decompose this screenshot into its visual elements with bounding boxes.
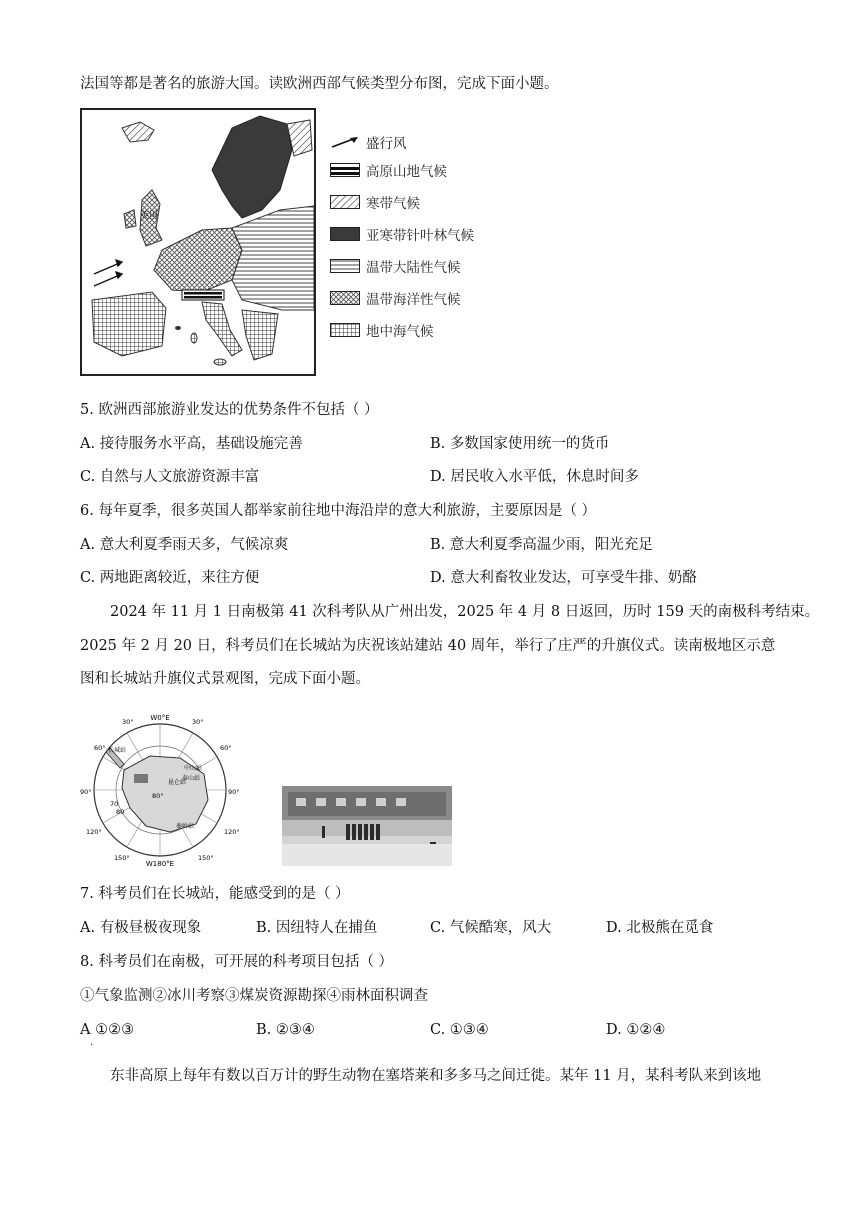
legend-label: 亚寒带针叶林气候 bbox=[366, 228, 474, 244]
station-label: 长城站 bbox=[108, 747, 127, 754]
legend-item-subarctic bbox=[330, 222, 474, 246]
passage3-text: 东非高原上每年有数以百万计的野生动物在塞塔莱和多多马之间迁徙。某年 11 月，某科考队来到该地 bbox=[110, 1068, 762, 1084]
legend-label: 温带海洋性气候 bbox=[366, 292, 461, 308]
legend-label: 寒带气候 bbox=[366, 196, 420, 212]
lon-label: 60° bbox=[94, 744, 106, 752]
station-label: 秦岭站 bbox=[176, 823, 195, 830]
arrow-icon bbox=[330, 135, 360, 149]
q7-option-d[interactable]: D. 北极熊在觅食 bbox=[606, 920, 714, 936]
station-label: 中山站 bbox=[184, 765, 203, 772]
lon-label: 30° bbox=[122, 718, 134, 726]
lat-label: 70 bbox=[110, 800, 119, 808]
station-label: 昆仑站 bbox=[168, 779, 187, 786]
legend-item-wind bbox=[330, 130, 407, 154]
europe-climate-map bbox=[80, 108, 316, 376]
lon-label: 150° bbox=[198, 854, 214, 862]
lat-label: 80 bbox=[116, 808, 125, 816]
q5-option-a[interactable]: A. 接待服务水平高，基础设施完善 bbox=[80, 436, 303, 452]
antarctica-map-figure bbox=[80, 708, 240, 868]
lon-label: 120° bbox=[224, 828, 240, 836]
passage2-line2: 2025 年 2 月 20 日，科考员们在长城站为庆祝该站建站 40 周年，举行了庄严的升旗仪式。读南极地区示意 bbox=[80, 638, 776, 654]
question-8-stem: 8. 科考员们在南极，可开展的科考项目包括（ ） bbox=[80, 954, 394, 970]
q7-option-b[interactable]: B. 因纽特人在捕鱼 bbox=[256, 920, 378, 936]
flag-ceremony-illustration bbox=[282, 786, 452, 866]
q7-option-a[interactable]: A. 有极昼极夜现象 bbox=[80, 920, 202, 936]
intro-text: 法国等都是著名的旅游大国。读欧洲西部气候类型分布图，完成下面小题。 bbox=[80, 76, 559, 92]
passage2-line1: 2024 年 11 月 1 日南极第 41 次科考队从广州出发，2025 年 4 月 8 日返回，历时 159 天的南极科考结束。 bbox=[110, 604, 820, 620]
lon-label: 90° bbox=[228, 788, 240, 796]
meridian-bottom-label: W180°E bbox=[145, 860, 175, 868]
grid-swatch-icon bbox=[330, 323, 360, 337]
q6-option-c[interactable]: C. 两地距离较近，来往方便 bbox=[80, 570, 260, 586]
stray-dot: · bbox=[90, 1040, 94, 1051]
flag-ceremony-photo bbox=[282, 786, 452, 866]
dark-swatch-icon bbox=[330, 227, 360, 241]
legend-item-continental bbox=[330, 254, 461, 278]
lon-label: 60° bbox=[220, 744, 232, 752]
q5-option-d[interactable]: D. 居民收入水平低，休息时间多 bbox=[430, 469, 639, 485]
lon-label: 120° bbox=[86, 828, 102, 836]
lon-label: 30° bbox=[192, 718, 204, 726]
legend-item-polar bbox=[330, 190, 420, 214]
q5-option-c[interactable]: C. 自然与人文旅游资源丰富 bbox=[80, 469, 260, 485]
bars-swatch-icon bbox=[330, 163, 360, 177]
q6-option-d[interactable]: D. 意大利畜牧业发达，可享受牛排、奶酪 bbox=[430, 570, 697, 586]
meridian-top-label: W0°E bbox=[150, 714, 170, 722]
cross-swatch-icon bbox=[330, 291, 360, 305]
q8-option-c[interactable]: C. ①③④ bbox=[430, 1022, 489, 1038]
legend-item-mediterranean bbox=[330, 318, 434, 342]
uk-label: 英国 bbox=[140, 211, 159, 221]
legend-label: 高原山地气候 bbox=[366, 164, 447, 180]
europe-map-figure bbox=[82, 110, 314, 374]
question-6-stem: 6. 每年夏季，很多英国人都举家前往地中海沿岸的意大利旅游，主要原因是（ ） bbox=[80, 503, 597, 519]
q8-option-d[interactable]: D. ①②④ bbox=[606, 1022, 666, 1038]
question-5-stem: 5. 欧洲西部旅游业发达的优势条件不包括（ ） bbox=[80, 402, 379, 418]
q8-option-b[interactable]: B. ②③④ bbox=[256, 1022, 315, 1038]
question-7-stem: 7. 科考员们在长城站，能感受到的是（ ） bbox=[80, 886, 350, 902]
hlines-swatch-icon bbox=[330, 259, 360, 273]
lat-label: 80° bbox=[152, 792, 164, 800]
q5-option-b[interactable]: B. 多数国家使用统一的货币 bbox=[430, 436, 610, 452]
q6-option-a[interactable]: A. 意大利夏季雨天多，气候凉爽 bbox=[80, 537, 289, 553]
q7-option-c[interactable]: C. 气候酷寒，风大 bbox=[430, 920, 552, 936]
question-8-items: ①气象监测②冰川考察③煤炭资源勘探④雨林面积调查 bbox=[80, 988, 428, 1004]
legend-label: 温带大陆性气候 bbox=[366, 260, 461, 276]
legend-label: 地中海气候 bbox=[366, 324, 434, 340]
diag-swatch-icon bbox=[330, 195, 360, 209]
station-label: 泰山站 bbox=[182, 775, 201, 782]
q6-option-b[interactable]: B. 意大利夏季高温少雨，阳光充足 bbox=[430, 537, 653, 553]
legend-item-oceanic bbox=[330, 286, 461, 310]
passage2-line3: 图和长城站升旗仪式景观图，完成下面小题。 bbox=[80, 671, 370, 687]
legend-item-highland bbox=[330, 158, 447, 182]
legend-label: 盛行风 bbox=[366, 136, 407, 152]
lon-label: 90° bbox=[80, 788, 92, 796]
q8-option-a[interactable]: A ①②③ bbox=[80, 1022, 135, 1038]
lon-label: 150° bbox=[114, 854, 130, 862]
antarctica-map bbox=[80, 708, 240, 868]
